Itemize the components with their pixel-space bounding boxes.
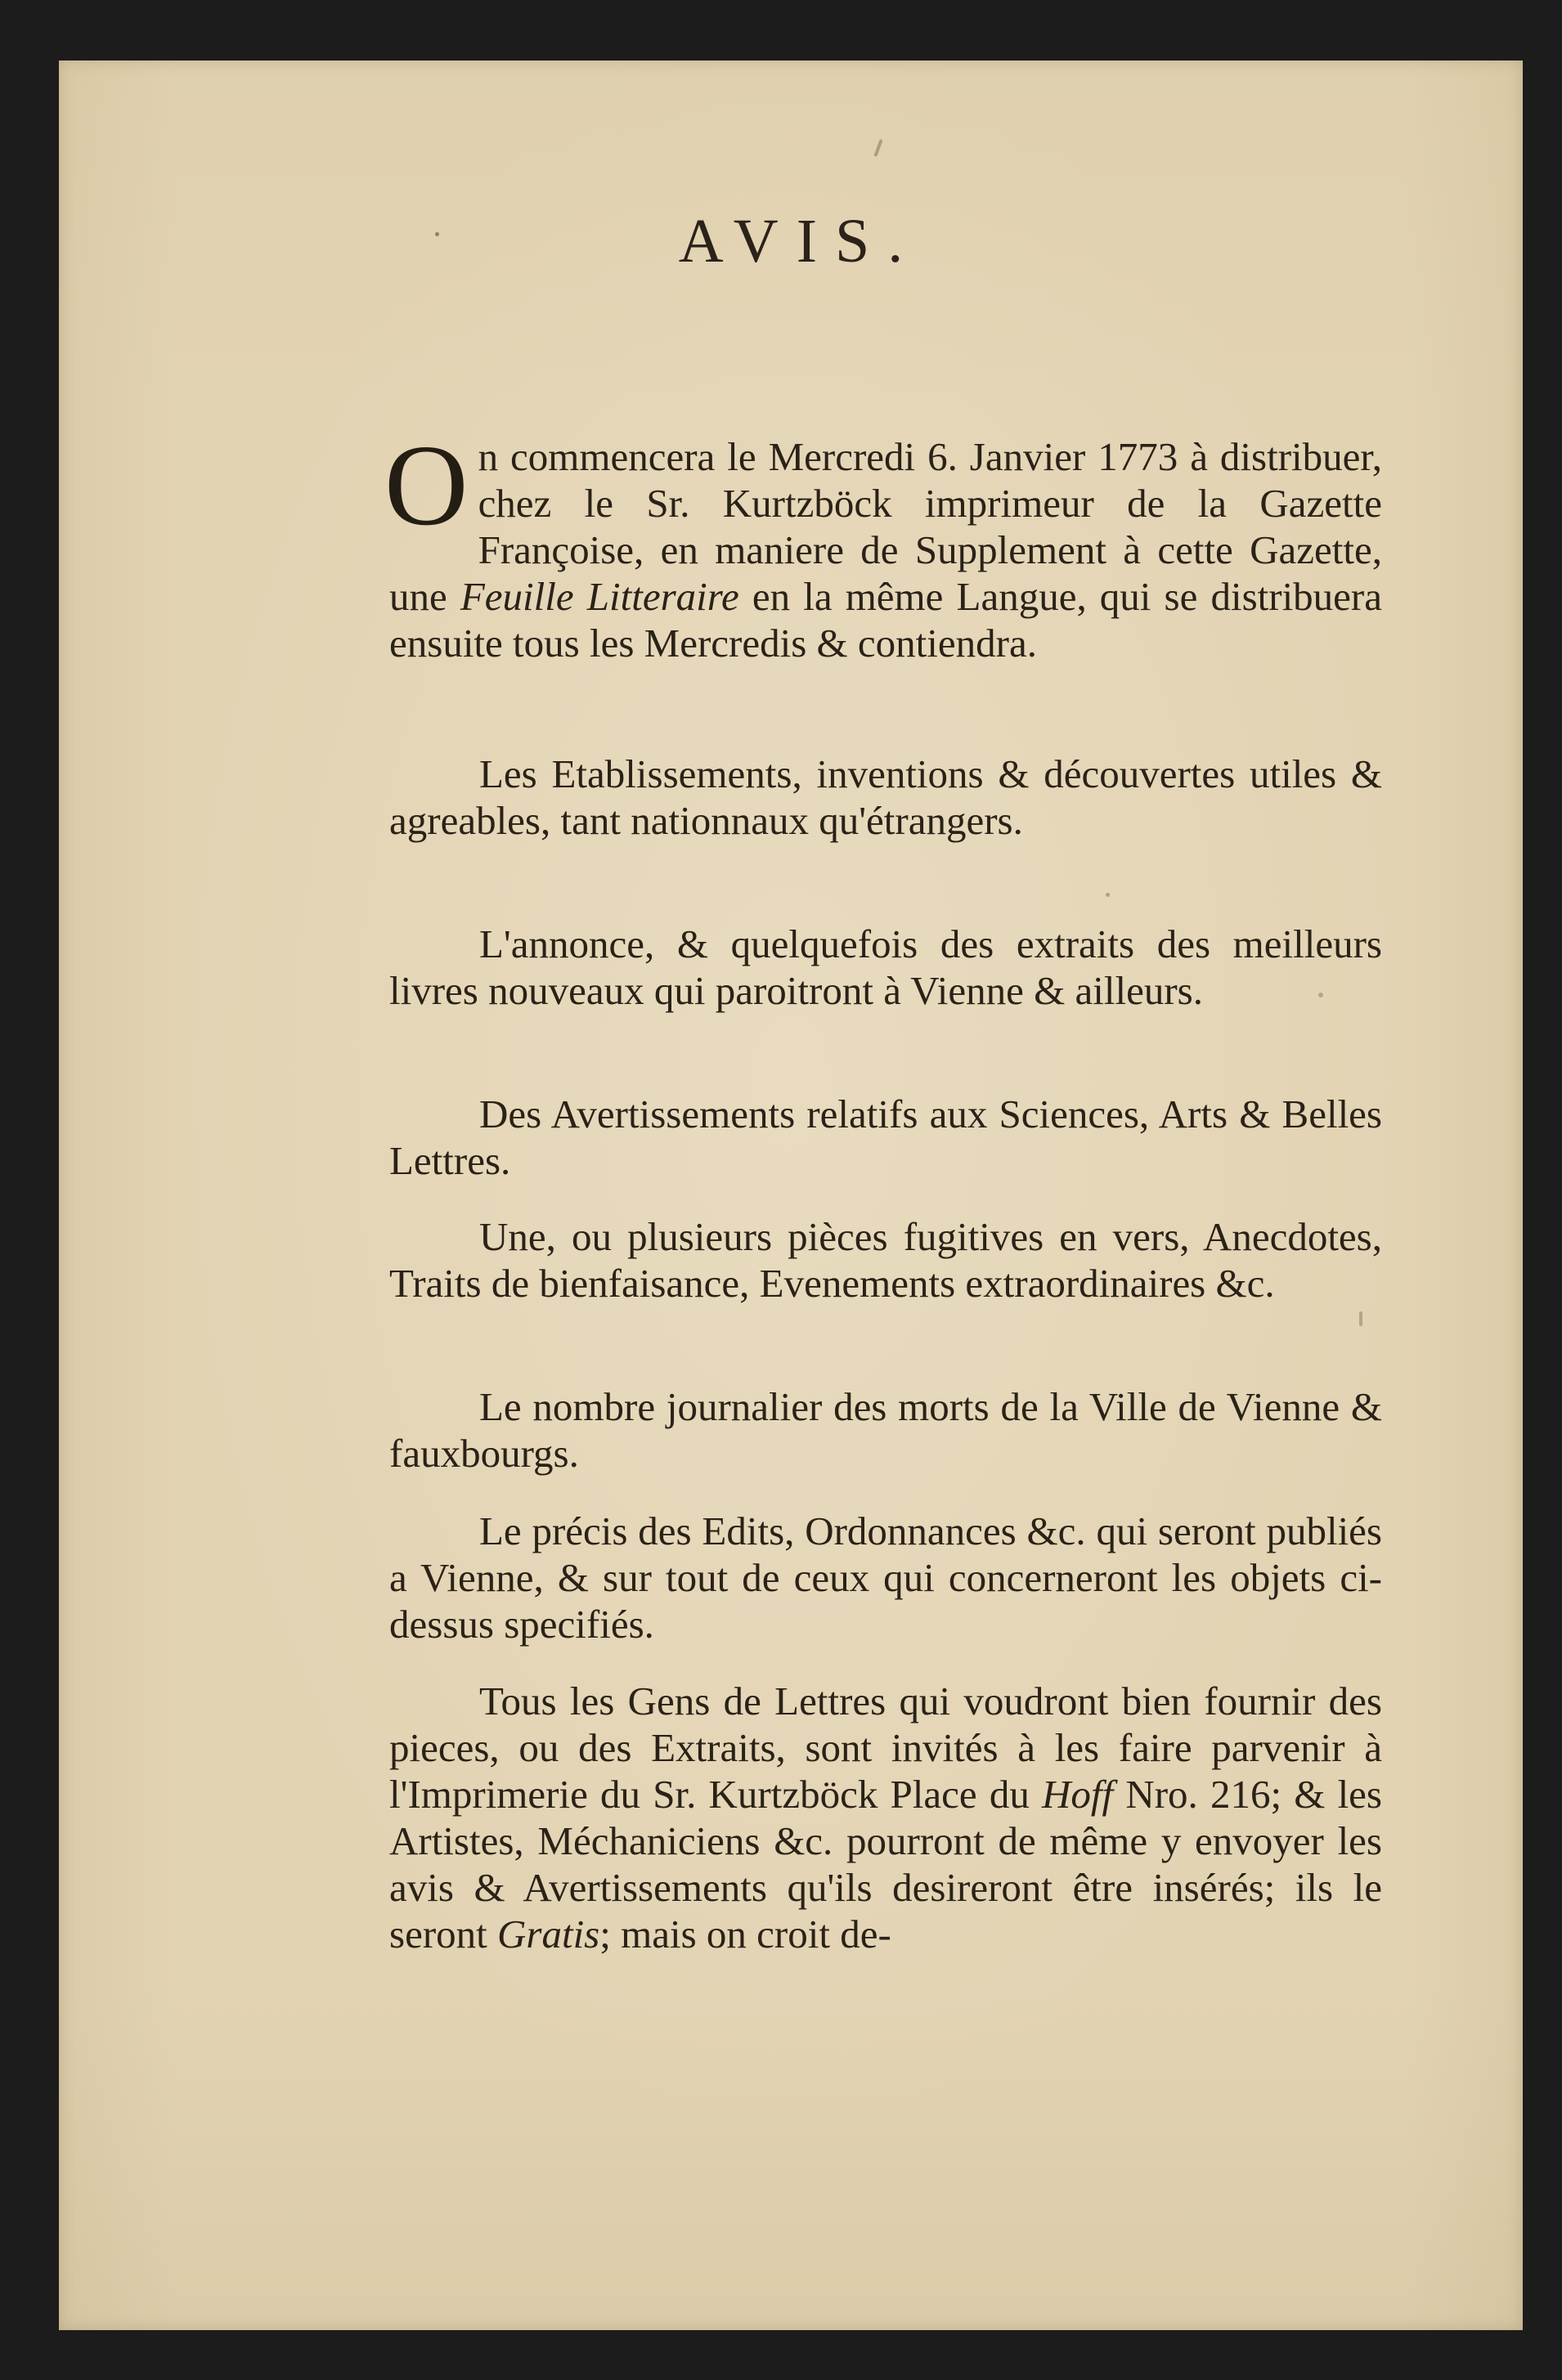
paper-speck <box>873 139 882 157</box>
intro-italic-title: Feuille Litteraire <box>460 574 739 619</box>
paragraph-notices: Des Avertissements relatifs aux Sciences, Arts & Belles Lettres. <box>389 1091 1382 1183</box>
intro-text-1: n commencera le Mercredi 6. Janvier 1773 à distribuer, chez le Sr. Kurtzböck imprimeur de la Gazette Françoise, en maniere de Supplement à cette Gazette, une <box>389 434 1382 619</box>
paragraph-establishments: Les Etablissements, inventions & découvertes utiles & agreables, tant nationnaux qu'étrangers. <box>389 751 1382 843</box>
drop-cap: O <box>384 420 469 549</box>
paragraph-fugitive-pieces: Une, ou plusieurs pièces fugitives en vers, Anecdotes, Traits de bienfaisance, Evenements extraordinaires &c. <box>389 1214 1382 1306</box>
paper-speck <box>1106 893 1110 897</box>
contributors-italic-hoff: Hoff <box>1042 1772 1114 1817</box>
paragraph-announcements: L'annonce, & quelquefois des extraits des meilleurs livres nouveaux qui paroitront à Vienne & ailleurs. <box>389 921 1382 1013</box>
paragraph-deaths: Le nombre journalier des morts de la Ville de Vienne & fauxbourgs. <box>389 1384 1382 1476</box>
paragraph-edicts: Le précis des Edits, Ordonnances &c. qui seront publiés a Vienne, & sur tout de ceux qui concerneront les objets ci-dessus specifiés. <box>389 1508 1382 1647</box>
paper-speck <box>435 232 439 236</box>
paragraph-intro <box>384 420 1382 666</box>
contributors-text-1: Tous les Gens de Lettres qui voudront bien fournir des pieces, ou des Extraits, sont invités à les faire parvenir à l'Imprimerie du Sr. Kurtzböck Place du <box>389 1679 1382 1817</box>
contributors-text-2: Nro. 216; & les Artistes, Méchaniciens &c. pourront de même y envoyer les avis & Avertissements qu'ils desireront être insérés; ils le seront <box>389 1772 1382 1956</box>
paper-speck <box>1318 993 1323 997</box>
page-title: AVIS. <box>678 207 922 276</box>
contributors-italic-gratis: Gratis <box>497 1912 600 1956</box>
paper-speck <box>1359 1311 1362 1326</box>
contributors-text-3: ; mais on croit de- <box>599 1912 891 1956</box>
intro-text-2: en la même Langue, qui se distribuera ensuite tous les Mercredis & contiendra. <box>389 574 1382 666</box>
paragraph-contributors <box>389 1678 1382 1957</box>
paper-sheet <box>59 61 1523 2330</box>
